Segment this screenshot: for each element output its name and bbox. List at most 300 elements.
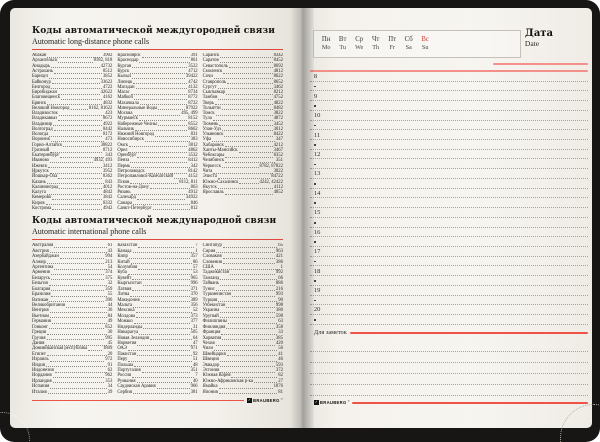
place-name: Южная Корея bbox=[202, 373, 231, 379]
place-name: Санкт-Петербург bbox=[117, 205, 152, 211]
hour-number: 11 bbox=[313, 131, 321, 139]
dotted-leader bbox=[60, 258, 104, 259]
notes-lines bbox=[310, 341, 588, 396]
notes-label: Для заметок bbox=[313, 328, 347, 336]
dial-code: 505 bbox=[190, 330, 198, 336]
dial-code: 82 bbox=[278, 373, 283, 379]
place-name: Беларусь bbox=[32, 275, 51, 281]
dial-code: 3952 bbox=[102, 169, 113, 175]
phone-row bbox=[117, 153, 197, 158]
dotted-leader bbox=[230, 274, 275, 275]
phone-row bbox=[203, 335, 283, 340]
date-rule bbox=[493, 63, 588, 65]
dial-code: 351 bbox=[190, 368, 198, 374]
dotted-leader bbox=[158, 125, 187, 126]
dial-code: 38822 bbox=[100, 142, 113, 148]
place-name: Эквадор bbox=[202, 362, 220, 368]
dotted-leader bbox=[132, 290, 189, 291]
place-name: Мурманск bbox=[117, 116, 138, 122]
phone-row bbox=[203, 265, 283, 270]
dial-code: 8712 bbox=[102, 147, 113, 153]
bullet-marker bbox=[314, 261, 316, 263]
dial-code: 8672 bbox=[102, 116, 113, 122]
place-name: Кемерово bbox=[32, 195, 52, 201]
date-label-block bbox=[525, 28, 553, 48]
dial-code: 423 bbox=[105, 111, 113, 117]
phone-row bbox=[117, 281, 197, 286]
hour-number: 12 bbox=[313, 150, 321, 158]
phone-row bbox=[32, 259, 112, 264]
dotted-leader bbox=[134, 99, 187, 100]
dial-code: 32 bbox=[107, 281, 113, 287]
phone-row bbox=[117, 276, 197, 281]
dial-code: 39 bbox=[107, 389, 113, 395]
dial-code: 4872 bbox=[273, 116, 283, 122]
dial-code: 45 bbox=[107, 340, 113, 346]
phone-row bbox=[32, 319, 112, 324]
dial-code: 375 bbox=[105, 275, 113, 281]
dial-code: 385 bbox=[275, 335, 283, 341]
place-name: Красноярск bbox=[117, 53, 141, 59]
international-title-ru: Коды автоматической международной связи bbox=[32, 216, 277, 226]
place-name: Словения bbox=[202, 259, 222, 265]
place-name: ОАЭ bbox=[117, 346, 127, 352]
dial-code: 7 bbox=[195, 243, 198, 249]
dotted-leader bbox=[227, 83, 273, 84]
dial-code: 4712 bbox=[188, 68, 198, 74]
bullet-marker bbox=[314, 125, 316, 127]
place-name: Словакия bbox=[202, 254, 222, 260]
place-name: Алжир bbox=[32, 259, 46, 265]
international-title-en: Automatic international phone calls bbox=[32, 227, 147, 236]
dial-code: 965 bbox=[190, 275, 198, 281]
phone-row bbox=[203, 379, 283, 384]
phone-row bbox=[32, 362, 112, 367]
phone-row bbox=[203, 319, 283, 324]
phone-row bbox=[203, 313, 283, 318]
place-name: Бразилия bbox=[32, 292, 51, 298]
place-name: Псков bbox=[117, 179, 130, 185]
dial-code: 4852 bbox=[273, 190, 283, 196]
place-name: Курган bbox=[117, 63, 132, 69]
dial-code: 4822 bbox=[273, 100, 283, 106]
dial-code: 8342 bbox=[273, 53, 283, 59]
dotted-leader bbox=[227, 355, 278, 356]
dial-code: 57 bbox=[192, 265, 198, 271]
page-spread bbox=[10, 8, 592, 428]
phone-row bbox=[203, 95, 283, 100]
place-name: Канада bbox=[117, 248, 132, 254]
dial-code: 62 bbox=[107, 368, 113, 374]
dotted-leader bbox=[46, 204, 102, 205]
dial-code: 389 bbox=[190, 297, 198, 303]
dotted-leader bbox=[143, 328, 192, 329]
dial-code: 3852 bbox=[102, 74, 113, 80]
dotted-leader bbox=[128, 350, 190, 351]
dial-code: 846 bbox=[190, 200, 198, 206]
dotted-leader bbox=[157, 388, 190, 389]
phone-row bbox=[32, 335, 112, 340]
phone-row bbox=[117, 330, 197, 335]
brauberg-check-icon: ✓ bbox=[314, 400, 318, 405]
hour-number: 19 bbox=[313, 287, 321, 295]
dial-code: 65 bbox=[278, 243, 283, 249]
bullet-marker bbox=[314, 86, 316, 88]
dotted-leader bbox=[141, 301, 190, 302]
dial-code: 3842 bbox=[102, 195, 113, 201]
place-name: Абакан bbox=[32, 53, 47, 59]
bullet-marker bbox=[314, 241, 316, 243]
weekday-cell: Ср bbox=[355, 36, 364, 44]
dotted-leader bbox=[218, 99, 272, 100]
dial-code: 3452 bbox=[273, 121, 283, 127]
place-name: Ямайка bbox=[202, 384, 218, 390]
dial-code: 3812 bbox=[188, 142, 198, 148]
place-name: Болгария bbox=[32, 286, 51, 292]
dial-code: 8362 bbox=[102, 174, 113, 180]
phone-row bbox=[203, 362, 283, 367]
phone-row bbox=[203, 351, 283, 356]
phone-row bbox=[117, 206, 197, 211]
place-name: Владимир bbox=[32, 121, 53, 127]
dial-code: 8152 bbox=[188, 116, 198, 122]
place-name: Монако bbox=[117, 319, 133, 325]
dial-code: 44 bbox=[107, 302, 113, 308]
place-name: Сингапур bbox=[202, 243, 222, 249]
place-name: Иваново bbox=[32, 158, 49, 164]
place-name: Казань bbox=[32, 179, 46, 185]
place-name: Латвия bbox=[117, 286, 132, 292]
dial-code: 356 bbox=[190, 302, 198, 308]
place-name: Омск bbox=[117, 142, 129, 148]
notes-header bbox=[310, 325, 588, 341]
dotted-leader bbox=[51, 279, 104, 280]
hour-row bbox=[310, 169, 588, 179]
dial-code: 63 bbox=[278, 319, 283, 325]
place-name: Рязань bbox=[117, 190, 131, 196]
place-name: Белгород bbox=[32, 84, 51, 90]
phone-column bbox=[203, 53, 283, 211]
dial-code: 27 bbox=[278, 378, 283, 384]
dial-code: 34 bbox=[107, 384, 113, 390]
dotted-leader bbox=[138, 269, 192, 270]
dotted-leader bbox=[150, 339, 192, 340]
place-name: Вологда bbox=[32, 132, 49, 138]
phone-row bbox=[32, 286, 112, 291]
dotted-leader bbox=[53, 382, 105, 383]
dial-code: 8622 bbox=[273, 74, 283, 80]
dial-code: 8782, 87822 bbox=[259, 163, 283, 169]
phone-row bbox=[203, 384, 283, 389]
place-name: Россия bbox=[117, 373, 132, 379]
phone-row bbox=[117, 137, 197, 142]
dotted-leader bbox=[239, 183, 258, 184]
phone-row bbox=[203, 286, 283, 291]
phone-row bbox=[203, 357, 283, 362]
dial-code: 4942 bbox=[102, 205, 113, 211]
dial-code: 831 bbox=[190, 132, 198, 138]
place-name: Нижний Новгород bbox=[117, 132, 155, 138]
phone-row bbox=[203, 292, 283, 297]
dial-code: 852 bbox=[105, 324, 113, 330]
dial-code: 8162, 81622 bbox=[88, 105, 113, 111]
phone-row bbox=[117, 243, 197, 248]
place-name: Минеральные Воды bbox=[117, 105, 158, 111]
dial-code: 84722 bbox=[271, 174, 283, 180]
dotted-leader bbox=[47, 355, 107, 356]
dial-code: 8442 bbox=[102, 126, 113, 132]
weekday-cell: Th bbox=[372, 44, 380, 51]
phone-row bbox=[117, 143, 197, 148]
right-page-footer bbox=[310, 396, 588, 410]
bullet-marker bbox=[314, 105, 316, 107]
place-name: Грозный bbox=[32, 147, 50, 153]
place-name: Румыния bbox=[117, 378, 136, 384]
dotted-leader bbox=[215, 104, 273, 105]
place-name: Бельгия bbox=[32, 281, 48, 287]
dotted-leader bbox=[219, 125, 272, 126]
hour-row bbox=[310, 150, 588, 160]
place-name: Иордания bbox=[32, 373, 52, 379]
dotted-leader bbox=[50, 317, 107, 318]
weekday-cell: Sa bbox=[405, 44, 412, 51]
place-name: Индия bbox=[32, 362, 45, 368]
place-name: Вьетнам bbox=[32, 313, 49, 319]
place-name: Анадырь bbox=[32, 63, 50, 69]
place-name: Норвегия bbox=[117, 340, 137, 346]
place-name: США bbox=[202, 265, 214, 271]
phone-row bbox=[32, 389, 112, 394]
dial-code: 357 bbox=[190, 254, 198, 260]
place-name: Аргентина bbox=[32, 265, 54, 271]
phone-row bbox=[32, 357, 112, 362]
dotted-leader bbox=[54, 130, 102, 131]
note-line bbox=[310, 385, 588, 396]
place-name: Литва bbox=[117, 292, 130, 298]
dial-code: 4112 bbox=[273, 184, 283, 190]
place-name: Ставрополь bbox=[202, 79, 227, 85]
hour-number: 15 bbox=[313, 209, 321, 217]
phone-column bbox=[32, 243, 112, 395]
place-name: Финляндия bbox=[202, 324, 226, 330]
dial-code: 4162 bbox=[102, 95, 113, 101]
place-name: Германия bbox=[32, 319, 51, 325]
registered-mark-icon: ® bbox=[280, 397, 283, 401]
dial-code: 8352 bbox=[273, 153, 283, 159]
place-name: Петрозаводск bbox=[117, 169, 145, 175]
bullet-marker bbox=[314, 280, 316, 282]
place-name: Австралия bbox=[32, 243, 54, 249]
daily-schedule bbox=[310, 70, 588, 410]
dotted-leader bbox=[225, 157, 272, 158]
place-name: Кызыл bbox=[117, 74, 131, 80]
heading-rule bbox=[32, 49, 283, 51]
phone-row bbox=[203, 281, 283, 286]
dotted-leader bbox=[138, 247, 194, 248]
dotted-leader bbox=[232, 296, 275, 297]
place-name: Таджикистан bbox=[202, 270, 230, 276]
place-name: Пенза bbox=[117, 158, 130, 164]
weekday-cell: Сб bbox=[404, 36, 413, 44]
place-name: Салехард bbox=[117, 195, 136, 201]
dial-code: 4242, 42422 bbox=[259, 179, 283, 185]
dotted-leader bbox=[46, 366, 107, 367]
dial-code: 3012 bbox=[273, 126, 283, 132]
phone-row bbox=[32, 281, 112, 286]
place-name: Тунис bbox=[202, 286, 215, 292]
phone-row bbox=[32, 243, 112, 248]
place-name: Ханты-Мансийск bbox=[202, 147, 238, 153]
phone-row bbox=[32, 265, 112, 270]
place-name: Хабаровск bbox=[202, 142, 224, 148]
dial-code: 20 bbox=[107, 351, 113, 357]
brauberg-wordmark: BRAUBERG bbox=[319, 400, 347, 406]
place-name: Кипр bbox=[117, 254, 128, 260]
dial-code: 64 bbox=[192, 335, 198, 341]
dial-code: 42622 bbox=[100, 90, 113, 96]
phone-column bbox=[32, 53, 112, 211]
phone-row bbox=[32, 351, 112, 356]
place-name: Саудовская Аравия bbox=[117, 384, 156, 390]
dial-code: 473 bbox=[105, 137, 113, 143]
half-hour-row bbox=[310, 179, 588, 189]
dial-code: 383 bbox=[190, 137, 198, 143]
dotted-leader bbox=[225, 194, 273, 195]
dial-code: 84 bbox=[107, 313, 113, 319]
place-name: Швеция bbox=[202, 357, 219, 363]
place-name: Ульяновск bbox=[202, 132, 224, 138]
phone-row bbox=[117, 319, 197, 324]
dial-code: 30 bbox=[107, 330, 113, 336]
place-name: Дания bbox=[32, 340, 45, 346]
dotted-leader bbox=[133, 252, 195, 253]
place-name: Киров bbox=[32, 200, 45, 206]
phone-row bbox=[32, 248, 112, 253]
place-name: Польша bbox=[117, 362, 134, 368]
phone-row bbox=[117, 335, 197, 340]
long-distance-title-ru: Коды автоматической междугородней связи bbox=[32, 26, 276, 36]
dotted-leader bbox=[88, 350, 102, 351]
place-name: Молдова bbox=[117, 313, 135, 319]
phone-row bbox=[32, 292, 112, 297]
dotted-leader bbox=[59, 188, 102, 189]
dial-code: 8412 bbox=[188, 158, 198, 164]
dotted-leader bbox=[223, 258, 275, 259]
dotted-leader bbox=[128, 274, 192, 275]
place-name: Египет bbox=[32, 351, 46, 357]
dotted-leader bbox=[150, 188, 190, 189]
dotted-leader bbox=[220, 312, 275, 313]
dotted-leader bbox=[136, 317, 190, 318]
place-name: Ростов-на-Дону bbox=[117, 184, 149, 190]
dotted-leader bbox=[128, 152, 187, 153]
dotted-leader bbox=[218, 188, 273, 189]
place-name: Москва bbox=[117, 111, 133, 117]
place-name: Куба bbox=[117, 270, 127, 276]
phone-row bbox=[117, 384, 197, 389]
dial-code: 3522 bbox=[188, 63, 198, 69]
phone-row bbox=[117, 389, 197, 394]
dial-code: 3462 bbox=[273, 84, 283, 90]
dial-code: 386 bbox=[275, 259, 283, 265]
place-name: Чили bbox=[202, 346, 214, 352]
half-hour-row bbox=[310, 257, 588, 267]
place-name: Челябинск bbox=[202, 158, 225, 164]
dotted-leader bbox=[133, 115, 180, 116]
half-hour-row bbox=[310, 296, 588, 306]
dotted-leader bbox=[228, 323, 277, 324]
phone-row bbox=[117, 308, 197, 313]
phone-row bbox=[32, 373, 112, 378]
phone-row bbox=[117, 362, 197, 367]
dial-code: 593 bbox=[275, 362, 283, 368]
phone-row bbox=[203, 389, 283, 394]
weekday-table bbox=[313, 30, 521, 58]
dial-code: 31 bbox=[192, 324, 198, 330]
dial-code: 8482 bbox=[273, 105, 283, 111]
place-name: Липецк bbox=[117, 79, 133, 85]
place-name: Волгоград bbox=[32, 126, 53, 132]
phone-row bbox=[203, 111, 283, 116]
hour-row bbox=[310, 305, 588, 315]
place-name: Ватикан bbox=[32, 297, 49, 303]
weekday-row-en bbox=[318, 44, 520, 52]
dial-code: 8662 bbox=[188, 126, 198, 132]
dial-code: 962 bbox=[105, 373, 113, 379]
weekday-row-ru bbox=[318, 36, 520, 44]
phone-row bbox=[32, 346, 112, 351]
dotted-leader bbox=[224, 136, 272, 137]
place-name: Венгрия bbox=[32, 308, 49, 314]
dial-code: 40 bbox=[192, 378, 198, 384]
place-name: Сочи bbox=[202, 74, 213, 80]
weekday-cell: Пт bbox=[388, 36, 397, 44]
dotted-leader bbox=[132, 377, 194, 378]
dial-code: 216 bbox=[275, 286, 283, 292]
place-name: Швейцария bbox=[202, 351, 226, 357]
hour-number: 16 bbox=[313, 228, 321, 236]
dial-code: 36 bbox=[107, 308, 113, 314]
place-name: Никарагуа bbox=[117, 330, 139, 336]
dotted-leader bbox=[223, 73, 272, 74]
dotted-leader bbox=[53, 125, 102, 126]
dial-code: 39422 bbox=[185, 74, 198, 80]
place-name: Тамбов bbox=[202, 95, 218, 101]
dial-code: 3412 bbox=[102, 163, 113, 169]
dial-code: 49 bbox=[107, 319, 113, 325]
phone-row bbox=[32, 270, 112, 275]
place-name: Воронеж bbox=[32, 137, 50, 143]
place-name: Испания bbox=[32, 384, 50, 390]
place-name: Таиланд bbox=[202, 275, 220, 281]
place-name: Чита bbox=[202, 169, 213, 175]
dial-code: 8182, 818 bbox=[93, 58, 113, 64]
dial-code: 996 bbox=[190, 281, 198, 287]
dial-code: 42732 bbox=[100, 63, 113, 69]
dial-code: 1876 bbox=[273, 384, 283, 390]
dial-code: 4922 bbox=[102, 121, 113, 127]
dial-code: 8142 bbox=[188, 169, 198, 175]
dial-code: 4842 bbox=[102, 190, 113, 196]
phone-row bbox=[32, 206, 112, 211]
dotted-leader bbox=[47, 339, 105, 340]
dotted-leader bbox=[222, 167, 259, 168]
place-name: Южно-Африканская р-ка bbox=[202, 378, 253, 384]
place-name: Македония bbox=[117, 297, 140, 303]
place-name: Тюмень bbox=[202, 121, 219, 127]
dial-code: 4012 bbox=[102, 184, 113, 190]
dial-code: 48 bbox=[192, 362, 198, 368]
